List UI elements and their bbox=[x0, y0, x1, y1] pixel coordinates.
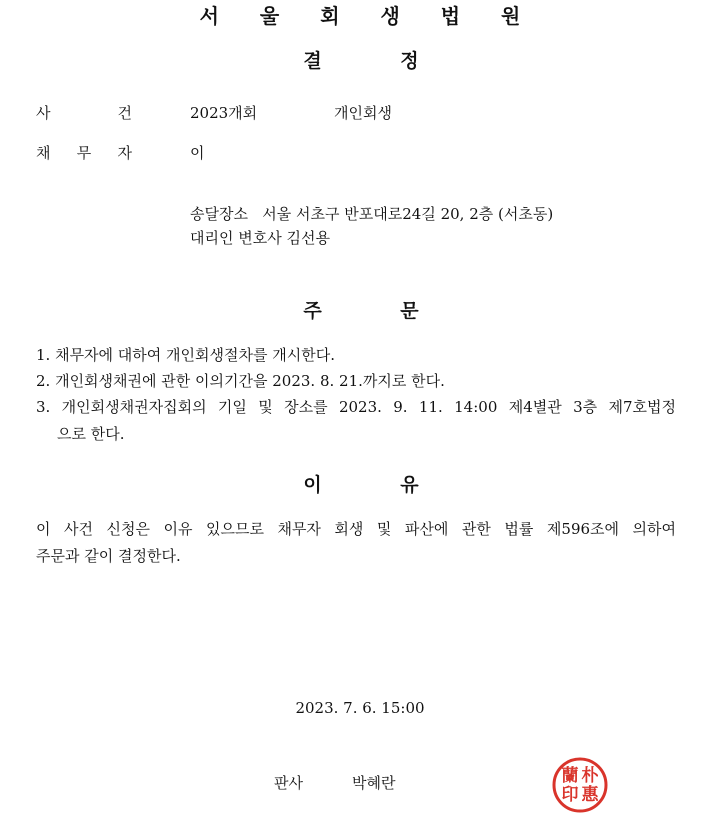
judge-name: 박혜란 bbox=[352, 774, 396, 792]
document-title: 결 정 bbox=[303, 50, 419, 72]
order-item: 1. 채무자에 대하여 개인회생절차를 개시한다. bbox=[36, 346, 335, 364]
debtor-label-char: 무 bbox=[76, 144, 92, 162]
order-item: 3. 개인회생채권자집회의 기일 및 장소를 2023. 9. 11. 14:00 제4별관 3층 제7호법정 bbox=[36, 398, 676, 416]
order-item: 2. 개인회생채권에 관한 이의기간을 2023. 8. 21.까지로 한다. bbox=[36, 372, 445, 390]
agent-line bbox=[190, 227, 330, 248]
agent-name: 김선용 bbox=[286, 229, 330, 247]
delivery-label: 송달장소 bbox=[190, 205, 248, 223]
order-title: 주 문 bbox=[303, 300, 419, 322]
decision-date: 2023. 7. 6. 15:00 bbox=[295, 699, 425, 717]
court-name: 서 울 회 생 법 원 bbox=[199, 4, 538, 28]
debtor-name: 이 bbox=[190, 144, 205, 162]
reason-line: 이 사건 신청은 이유 있으므로 채무자 회생 및 파산에 관한 법률 제596조에 의하여 bbox=[36, 520, 676, 538]
debtor-label bbox=[36, 142, 132, 163]
debtor-label-char: 자 bbox=[117, 144, 132, 162]
svg-text:印: 印 bbox=[561, 785, 579, 805]
svg-text:朴: 朴 bbox=[581, 766, 599, 786]
case-label bbox=[36, 102, 132, 123]
judge-label: 판사 bbox=[274, 774, 303, 792]
reason-line: 주문과 같이 결정한다. bbox=[36, 547, 181, 565]
order-item-continuation: 으로 한다. bbox=[57, 425, 125, 443]
reason-title: 이 유 bbox=[303, 474, 419, 496]
case-label-char: 사 bbox=[36, 104, 51, 122]
debtor-label-char: 채 bbox=[36, 144, 51, 162]
judge-seal-icon bbox=[552, 757, 608, 813]
case-type: 개인회생 bbox=[334, 104, 392, 122]
delivery-line bbox=[190, 203, 553, 224]
case-number: 2023개회 bbox=[190, 104, 258, 122]
case-label-char: 건 bbox=[117, 104, 132, 122]
delivery-address: 서울 서초구 반포대로24길 20, 2층 (서초동) bbox=[262, 205, 554, 223]
svg-text:蘭: 蘭 bbox=[561, 766, 579, 786]
agent-label: 대리인 변호사 bbox=[190, 229, 282, 247]
svg-text:惠: 惠 bbox=[581, 785, 599, 805]
